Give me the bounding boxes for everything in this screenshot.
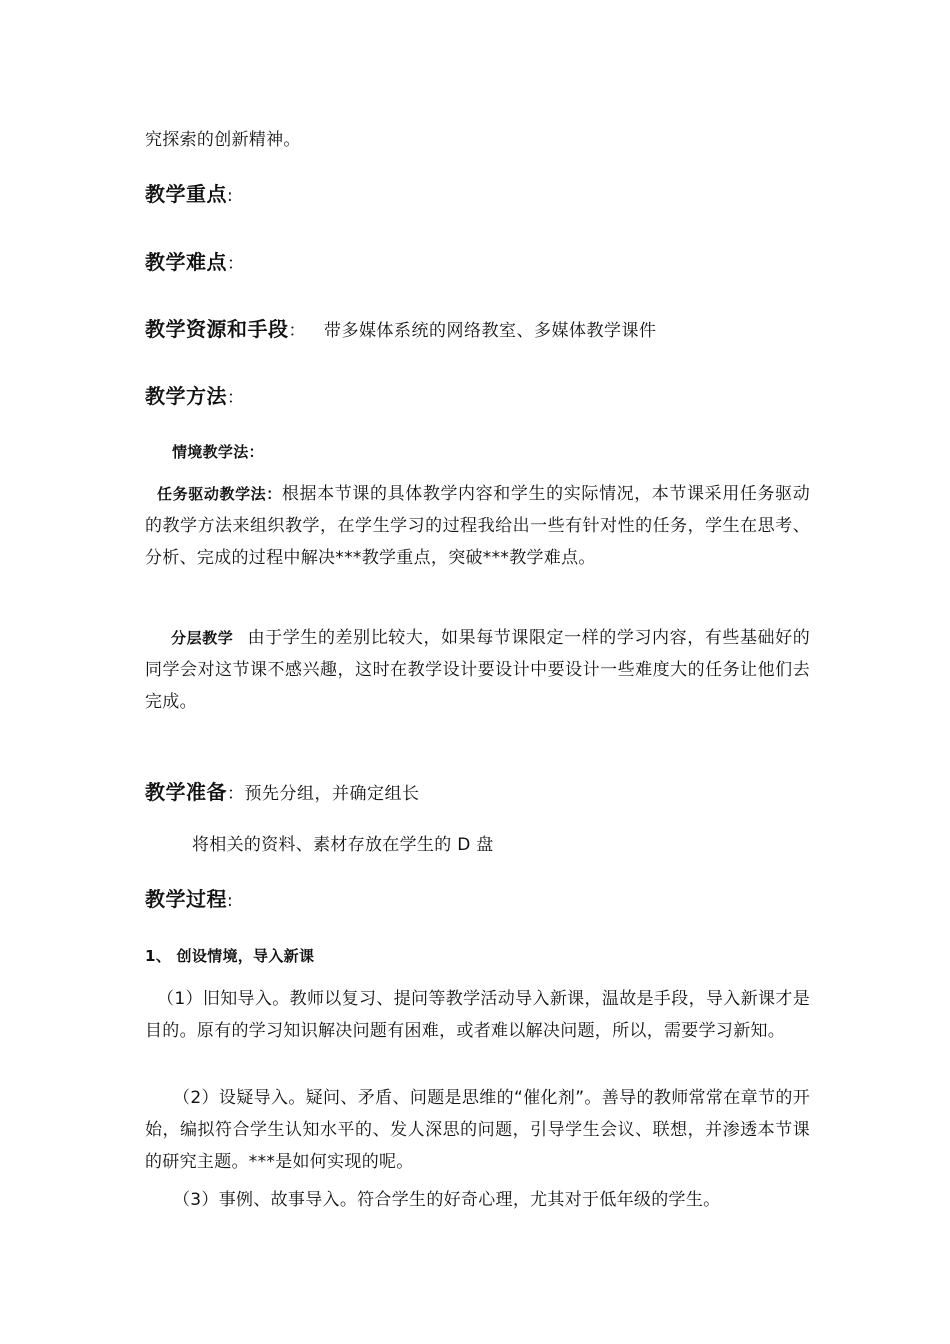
situational-method-label: 情境教学法： <box>172 443 264 461</box>
intro-tail: 究探索的创新精神。 <box>145 130 301 150</box>
layered-text: 由于学生的差别比较大，如果每节课限定一样的学习内容，有些基础好的同学会对这节课不感兴趣，这时在教学设计要设计中要设计一些难度大的任务让他们去完成。 <box>145 628 810 712</box>
preparation-text: 预先分组，并确定组长 <box>244 784 420 804</box>
task-driven-paragraph <box>145 478 810 574</box>
preparation-colon: ： <box>227 784 245 804</box>
layered-label: 分层教学 <box>171 629 234 647</box>
preparation-text-2: 将相关的资料、素材存放在学生的 D 盘 <box>192 835 494 855</box>
process-item-3: （3）事例、故事导入。符合学生的好奇心理，尤其对于低年级的学生。 <box>173 1190 721 1210</box>
process-item-2: （2）设疑导入。疑问、矛盾、问题是思维的“催化剂”。善导的教师常常在章节的开始，编拟符合学生认知水平的、发人深思的问题，引导学生会议、联想，并渗透本节课的研究主题。***是如何实现的呢。 <box>145 1088 810 1172</box>
process-item-1: （1）旧知导入。教师以复习、提问等教学活动导入新课，温故是手段，导入新课才是目的。原有的学习知识解决问题有困难，或者难以解决问题，所以，需要学习新知。 <box>145 989 810 1041</box>
difficulties-title: 教学难点 <box>145 250 227 274</box>
step1-title: 1、 创设情境，导入新课 <box>145 947 315 965</box>
task-driven-label: 任务驱动教学法： <box>157 485 282 503</box>
methods-heading <box>145 385 245 409</box>
preparation-title: 教学准备 <box>145 780 227 804</box>
resources-text: 带多媒体系统的网络教室、多媒体教学课件 <box>324 321 657 341</box>
task-driven-text: 根据本节课的具体教学内容和学生的实际情况，本节课采用任务驱动的教学方法来组织教学，在学生学习的过程我给出一些有针对性的任务，学生在思考、分析、完成的过程中解决***教学重点，突破***教学难点。 <box>145 484 811 568</box>
resources-colon: ： <box>288 321 306 341</box>
methods-colon: ： <box>227 388 245 408</box>
key-points-title: 教学重点 <box>145 182 227 206</box>
methods-title: 教学方法 <box>145 384 227 408</box>
layered-paragraph <box>145 622 810 718</box>
process-heading <box>145 888 233 912</box>
process-colon: : <box>227 891 234 911</box>
key-points-colon: : <box>227 186 234 206</box>
difficulties-heading <box>145 251 245 275</box>
key-points-heading <box>145 183 233 207</box>
preparation-heading <box>145 781 420 805</box>
process-title: 教学过程 <box>145 887 227 911</box>
difficulties-colon: ： <box>227 254 245 274</box>
resources-heading <box>145 318 657 342</box>
resources-title: 教学资源和手段 <box>145 317 289 341</box>
